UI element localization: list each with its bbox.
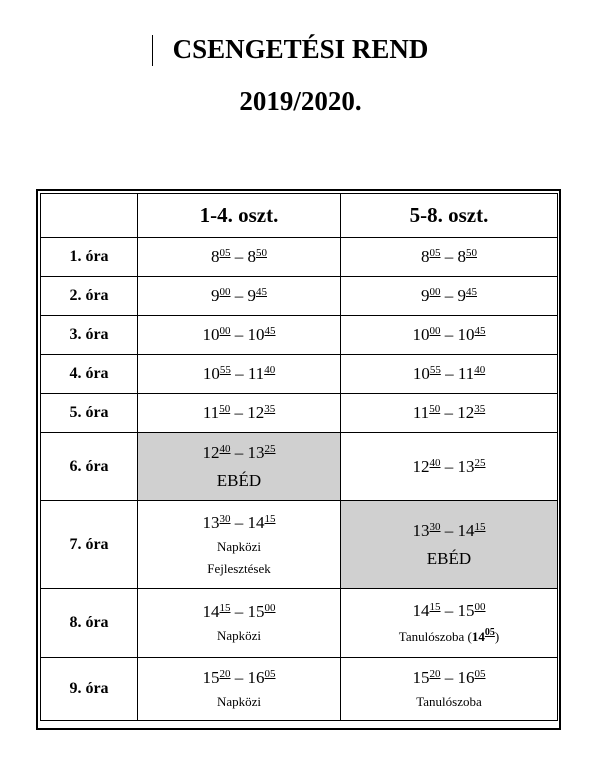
- time-cell: [341, 355, 558, 394]
- activity-note: Napközi: [216, 538, 262, 554]
- period-label: 1. óra: [41, 238, 138, 277]
- header-grades-1-4: 1-4. oszt.: [138, 194, 341, 238]
- period-label: 2. óra: [41, 277, 138, 316]
- time-cell: [341, 394, 558, 433]
- time-cell: [138, 589, 341, 658]
- table-row: [41, 433, 558, 501]
- corner-cell: [41, 194, 138, 238]
- activity-note: Tanulószoba $(14^{05})$: [398, 627, 500, 644]
- activity-note: Napközi: [216, 628, 262, 643]
- table-row: [41, 589, 558, 658]
- table-row: [41, 355, 558, 394]
- lunch-label: EBÉD: [216, 470, 262, 490]
- time-cell: [138, 501, 341, 589]
- time-cell: [138, 316, 341, 355]
- lunch-cell: [341, 501, 558, 589]
- time-cell: [341, 658, 558, 721]
- header-row: [41, 194, 558, 238]
- table-row: [41, 316, 558, 355]
- time-range: $13^{30} - 14^{15}$: [412, 520, 486, 540]
- time-cell: [341, 277, 558, 316]
- table-row: [41, 394, 558, 433]
- time-cell: [341, 433, 558, 501]
- period-label: 3. óra: [41, 316, 138, 355]
- time-cell: [138, 238, 341, 277]
- time-range: $10^{00} - 10^{45}$: [412, 325, 486, 344]
- time-cell: [138, 658, 341, 721]
- lunch-label: EBÉD: [426, 548, 472, 568]
- time-range: $11^{50} - 12^{35}$: [412, 403, 486, 422]
- period-label: 6. óra: [41, 433, 138, 501]
- time-cell: [341, 589, 558, 658]
- period-label: 7. óra: [41, 501, 138, 589]
- time-range: $15^{20} - 16^{05}$: [412, 668, 486, 687]
- time-range: $12^{40} - 13^{25}$: [202, 442, 276, 462]
- time-cell: [138, 394, 341, 433]
- time-range: $13^{30} - 14^{15}$: [202, 512, 276, 532]
- header-grades-5-8: 5-8. oszt.: [341, 194, 558, 238]
- time-range: $10^{55} - 11^{40}$: [412, 364, 486, 383]
- time-range: $10^{55} - 11^{40}$: [202, 364, 276, 383]
- time-cell: [341, 238, 558, 277]
- time-range: $14^{15} - 15^{00}$: [202, 602, 276, 621]
- time-range: $8^{05} - 8^{50}$: [211, 247, 267, 266]
- time-cell: [138, 277, 341, 316]
- time-range: $10^{00} - 10^{45}$: [202, 325, 276, 344]
- text-cursor: [152, 35, 153, 66]
- time-range: $11^{50} - 12^{35}$: [202, 403, 276, 422]
- table-row: [41, 501, 558, 589]
- time-cell: [341, 316, 558, 355]
- table-row: [41, 658, 558, 721]
- time-range: $12^{40} - 13^{25}$: [412, 456, 486, 476]
- lunch-cell: [138, 433, 341, 501]
- activity-note: Fejlesztések: [207, 560, 271, 576]
- time-range: $14^{15} - 15^{00}$: [412, 601, 486, 620]
- table-row: [41, 277, 558, 316]
- period-label: 9. óra: [41, 658, 138, 721]
- time-range: $9^{00} - 9^{45}$: [421, 286, 477, 305]
- time-cell: [138, 355, 341, 394]
- bell-schedule-table: [40, 193, 558, 721]
- activity-note: Napközi: [216, 694, 262, 709]
- time-range: $15^{20} - 16^{05}$: [202, 668, 276, 687]
- time-range: $9^{00} - 9^{45}$: [211, 286, 267, 305]
- period-label: 5. óra: [41, 394, 138, 433]
- period-label: 4. óra: [41, 355, 138, 394]
- table-row: [41, 238, 558, 277]
- school-year: 2019/2020.: [239, 86, 362, 116]
- period-label: 8. óra: [41, 589, 138, 658]
- page-title: CSENGETÉSI REND: [172, 34, 429, 64]
- activity-note: Tanulószoba: [416, 694, 482, 709]
- time-range: $8^{05} - 8^{50}$: [421, 247, 477, 266]
